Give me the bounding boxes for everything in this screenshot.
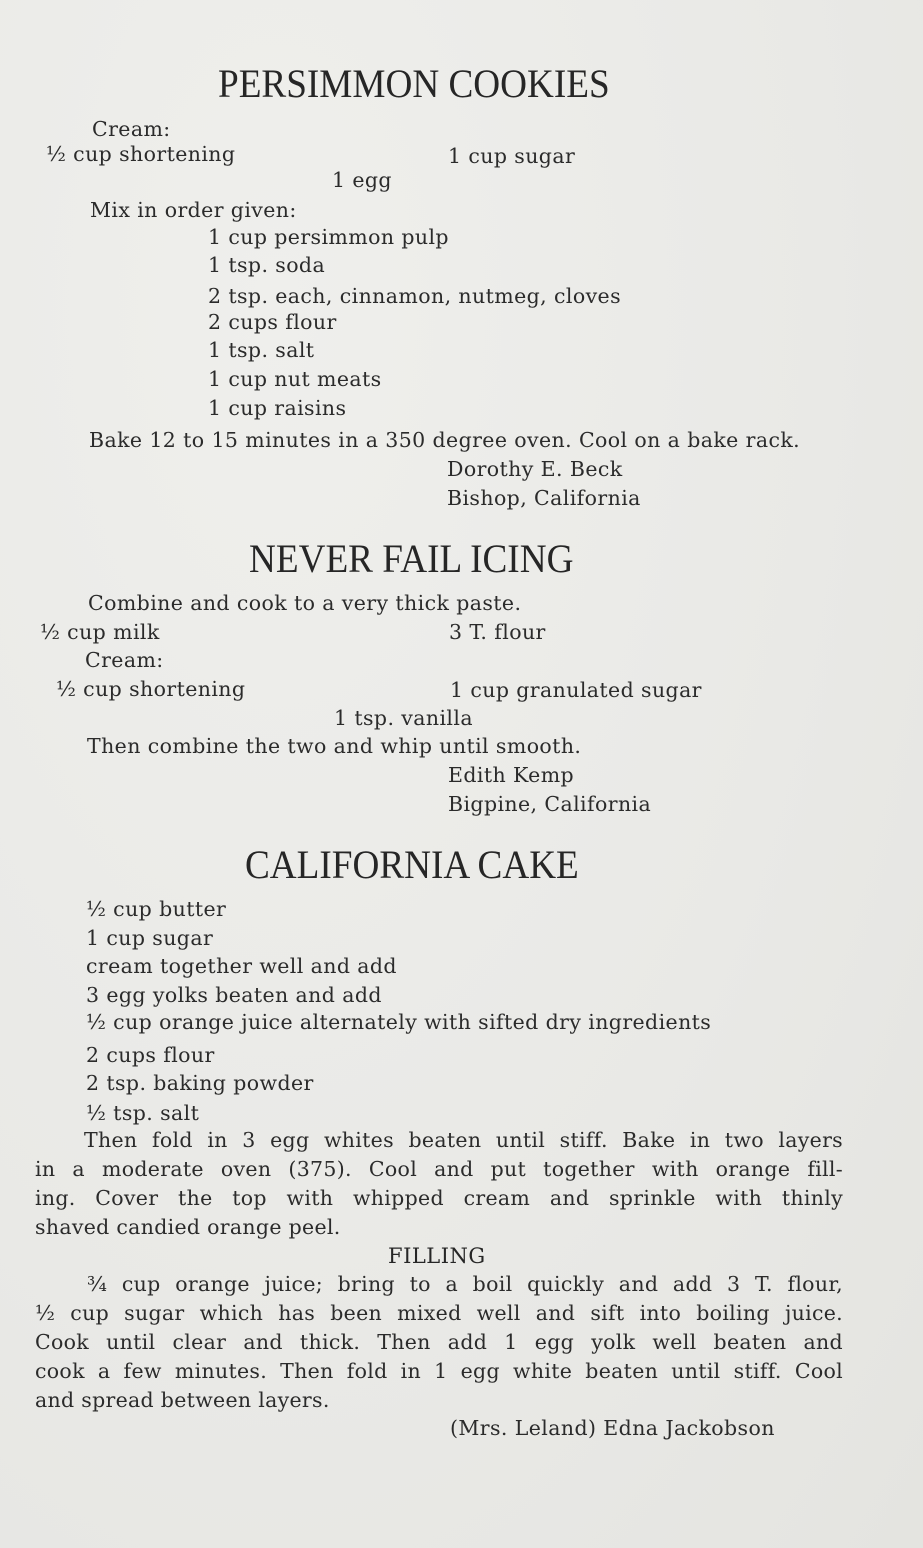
recipe-title: PERSIMMON COOKIES <box>218 61 610 106</box>
ingredient-right: 1 cup granulated sugar <box>450 678 702 702</box>
filling-line: ¾ cup orange juice; bring to a boil quickly and add 3 T. flour, <box>87 1272 843 1296</box>
ingredient-item: 2 tsp. each, cinnamon, nutmeg, cloves <box>208 284 622 308</box>
ingredient-item: 1 cup persimmon pulp <box>208 225 449 249</box>
recipe-instructions: Bake 12 to 15 minutes in a 350 degree oven. Cool on a bake rack. <box>89 428 801 452</box>
ingredient-item: 1 tsp. salt <box>208 338 315 362</box>
combine-label: Combine and cook to a very thick paste. <box>88 591 522 615</box>
instruction-line: in a moderate oven (375). Cool and put together with orange fill- <box>35 1157 843 1181</box>
recipe-author: Dorothy E. Beck <box>447 457 623 481</box>
recipe-instructions: Then combine the two and whip until smooth. <box>87 734 582 758</box>
instruction-line: shaved candied orange peel. <box>35 1215 341 1239</box>
ingredient-right: 3 T. flour <box>449 620 546 644</box>
cream-label: Cream: <box>92 117 171 141</box>
ingredient-item: 3 egg yolks beaten and add <box>86 983 382 1007</box>
recipe-title: NEVER FAIL ICING <box>249 536 574 581</box>
ingredient-center: 1 egg <box>332 168 392 192</box>
filling-line: and spread between layers. <box>35 1388 330 1412</box>
ingredient-item: 1 cup sugar <box>86 926 214 950</box>
ingredient-item: 1 tsp. soda <box>208 253 326 277</box>
recipe-location: Bigpine, California <box>448 792 652 816</box>
cream-label: Cream: <box>85 648 164 672</box>
filling-heading: FILLING <box>388 1244 486 1268</box>
recipe-author: (Mrs. Leland) Edna Jackobson <box>450 1416 775 1440</box>
filling-line: Cook until clear and thick. Then add 1 egg yolk well beaten and <box>35 1330 843 1354</box>
ingredient-item: 1 cup raisins <box>208 396 347 420</box>
ingredient-item: ½ cup orange juice alternately with sifted dry ingredients <box>86 1010 712 1034</box>
filling-line: ½ cup sugar which has been mixed well and sift into boiling juice. <box>35 1301 843 1325</box>
instruction-line: Then fold in 3 egg whites beaten until stiff. Bake in two layers <box>84 1128 843 1152</box>
ingredient-item: ½ tsp. salt <box>86 1101 200 1125</box>
recipe-instructions <box>35 1126 843 1242</box>
recipe-author: Edith Kemp <box>448 763 575 787</box>
recipe-title: CALIFORNIA CAKE <box>245 842 579 887</box>
ingredient-left: ½ cup shortening <box>56 677 246 701</box>
ingredient-left: ½ cup shortening <box>46 142 236 166</box>
ingredient-item: cream together well and add <box>86 954 397 978</box>
ingredient-left: ½ cup milk <box>40 620 160 644</box>
ingredient-item: 2 tsp. baking powder <box>86 1071 314 1095</box>
filling-line: cook a few minutes. Then fold in 1 egg white beaten until stiff. Cool <box>35 1359 843 1383</box>
filling-instructions <box>35 1270 843 1415</box>
mix-label: Mix in order given: <box>90 198 297 222</box>
ingredient-center: 1 tsp. vanilla <box>334 706 473 730</box>
recipe-location: Bishop, California <box>447 486 641 510</box>
ingredient-item: 2 cups flour <box>208 310 337 334</box>
ingredient-item: ½ cup butter <box>86 897 227 921</box>
ingredient-item: 2 cups flour <box>86 1043 215 1067</box>
ingredient-right: 1 cup sugar <box>448 144 576 168</box>
ingredient-item: 1 cup nut meats <box>208 367 382 391</box>
instruction-line: ing. Cover the top with whipped cream and sprinkle with thinly <box>35 1186 843 1210</box>
